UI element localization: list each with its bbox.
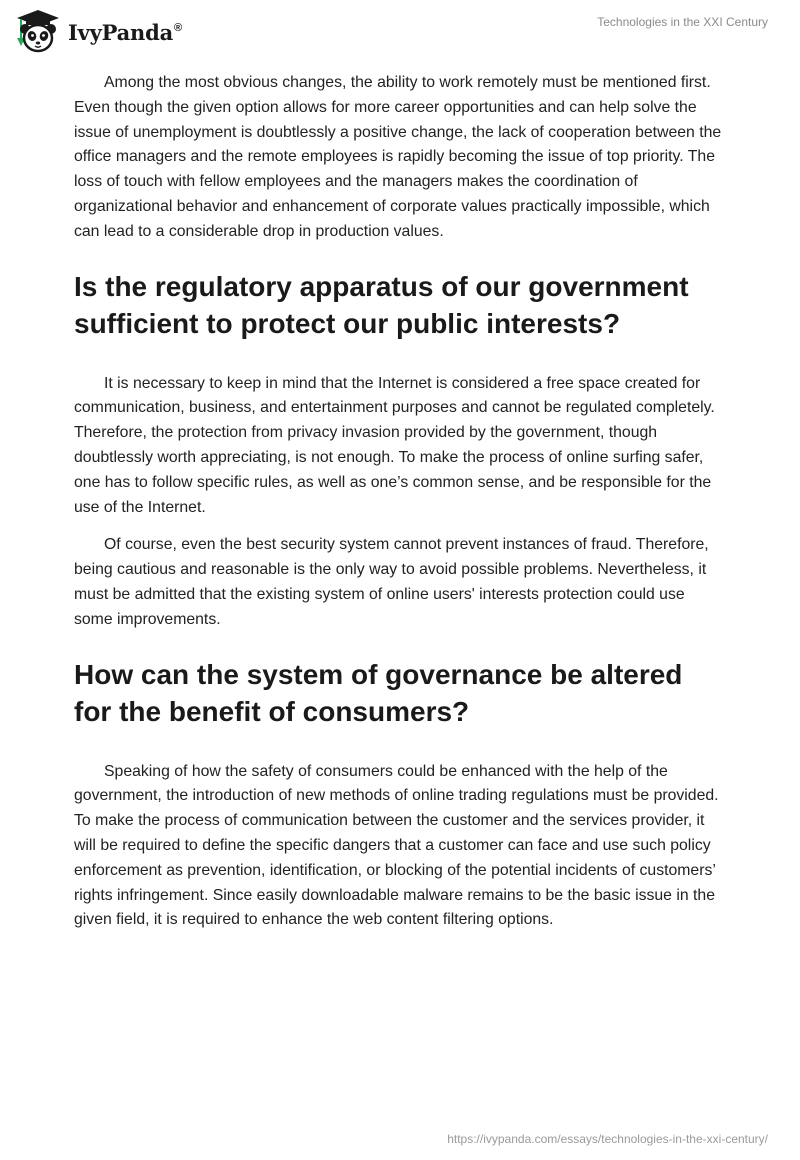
- document-title: Technologies in the XXI Century: [597, 15, 768, 29]
- heading-governance-altered: How can the system of governance be altered for the benefit of consumers?: [74, 658, 683, 727]
- source-url[interactable]: https://ivypanda.com/essays/technologies-in-the-xxi-century/: [447, 1132, 768, 1146]
- registered-mark: ®: [174, 21, 182, 34]
- heading-regulatory-apparatus: Is the regulatory apparatus of our government sufficient to protect our public interests?: [74, 270, 689, 339]
- paragraph-internet-free-space: It is necessary to keep in mind that the Internet is considered a free space created for communication, business, and entertainment purposes and cannot be regulated completely. Therefore, the protection from privacy invasion provided by the government, though doubtlessly worth appreciating, is not enough. To make the process of online surfing safer, one has to follow specific rules, as well as one’s common sense, and be responsible for the use of the Internet.: [74, 374, 715, 516]
- paragraph-security-fraud: Of course, even the best security system cannot prevent instances of fraud. Therefore, being cautious and reasonable is the only way to avoid possible problems. Nevertheless, it must be admitted that the existing system of online users' interests protection could use some improvements.: [74, 536, 709, 628]
- paragraph-remote-work: Among the most obvious changes, the ability to work remotely must be mentioned first. Even though the given option allows for more career opportunities and can help solve the issue of unemployment is doubtlessly a positive change, the lack of cooperation between the office managers and the remote employees is rapidly becoming the issue of top priority. The loss of touch with fellow employees and the managers makes the coordination of organizational behavior and enhancement of corporate values practically impossible, which can lead to a considerable drop in production values.: [74, 74, 722, 240]
- brand-name: IvyPanda®: [68, 19, 182, 45]
- ivypanda-logo[interactable]: [14, 8, 182, 54]
- paragraph-consumer-safety: Speaking of how the safety of consumers could be enhanced with the help of the government, the introduction of new methods of online trading regulations must be provided. To make the process of communication between the customer and the services provider, it will be required to define the specific dangers that a customer can face and use such policy enforcement as prevention, identification, or blocking of the potential incidents of customers’ rights infringement. Since easily downloadable malware remains to be the basic issue in the given field, it is required to enhance the web content filtering options.: [74, 762, 719, 929]
- panda-graduate-icon: [14, 8, 62, 54]
- essay-content: [74, 71, 724, 946]
- page-header: [0, 0, 800, 64]
